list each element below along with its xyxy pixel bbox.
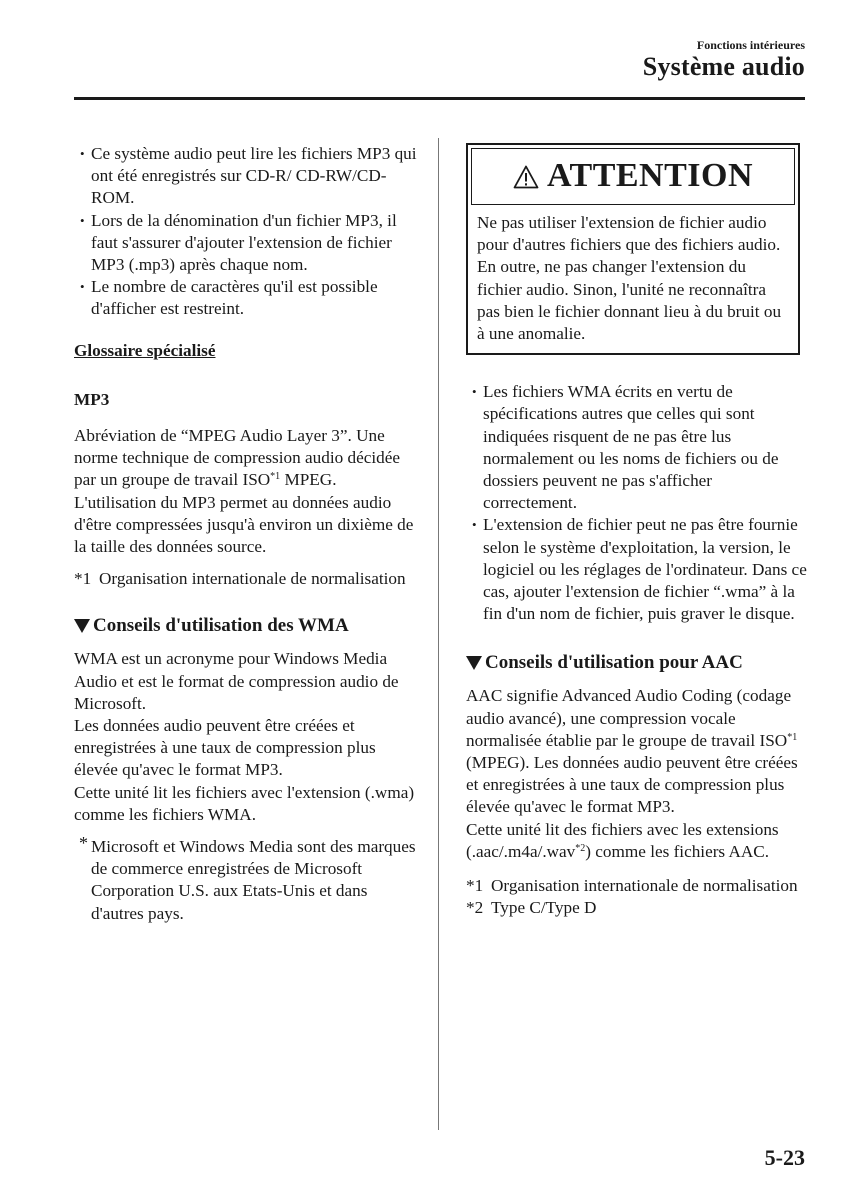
footnote-mark: *1 <box>74 569 92 589</box>
attention-text: Ne pas utiliser l'extension de fichier audio pour d'autres fichiers que des fichiers audio. En outre, ne pas changer l'extension du fichier audio. Sinon, l'unité ne reconnaîtra pas bien le fichier donnant lieu à du bruit ou à une anomalie. <box>477 213 782 344</box>
aac-section-heading <box>466 651 808 675</box>
right-column <box>466 143 808 919</box>
aac-paragraph: Cette unité lit des fichiers avec les extensions (.aac/.m4a/.wav$^{*2}$) comme les fichiers AAC. <box>466 819 779 861</box>
glossary-heading: Glossaire spécialisé <box>74 340 216 360</box>
intro-bullet-list <box>74 143 420 321</box>
list-item: • Lors de la dénomination d'un fichier MP3, il faut s'assurer d'ajouter l'extension de fichier MP3 (.mp3) après chaque nom. <box>74 210 420 277</box>
footnote-ref: *1 <box>787 731 798 743</box>
wma-paragraph: WMA est un acronyme pour Windows Media Audio et est le format de compression audio de Microsoft. <box>74 649 399 713</box>
list-item: • L'extension de fichier peut ne pas être fournie selon le système d'exploitation, la version, le logiciel ou les réglages de l'ordinateur. Dans ce cas, ajouter l'extension de fichier “.wma” à la fin d'un nom de fichier, puis graver le disque. <box>466 514 808 625</box>
warning-icon <box>513 165 539 189</box>
aac-paragraph: AAC signifie Advanced Audio Coding (codage audio avancé), une compression vocale normalisée établie par le groupe de travail ISO$^{*1}$ (MPEG). Les données audio peuvent être créées et enregistrées à une taux de compression plus élevée qu'avec le format MP3. <box>466 686 798 817</box>
attention-header <box>471 148 795 205</box>
left-column <box>74 143 420 925</box>
header-rule <box>74 97 805 100</box>
triangle-down-icon <box>74 619 90 633</box>
trademark-note <box>74 833 420 925</box>
aac-footnote <box>466 875 808 897</box>
mp3-definition: Abréviation de “MPEG Audio Layer 3”. Une norme technique de compression audio décidée par un groupe de travail ISO$^{*1}$ MPEG. L'utilisation du MP3 permet au données audio d'être compressées jusqu'à environ un dixième de la taille des données source. <box>74 426 414 557</box>
wma-heading-text: Conseils d'utilisation des WMA <box>93 615 349 637</box>
wma-paragraph: Cette unité lit les fichiers avec l'extension (.wma) comme les fichiers WMA. <box>74 782 415 824</box>
aac-heading-text: Conseils d'utilisation pour AAC <box>485 652 743 674</box>
page-number: 5-23 <box>764 1145 805 1170</box>
triangle-down-icon <box>466 656 482 670</box>
footnote-text: Organisation internationale de normalisation <box>491 876 798 896</box>
section-label: Fonctions intérieures <box>696 38 805 52</box>
wma-bullet-list <box>466 381 808 625</box>
wma-section-heading <box>74 614 420 638</box>
aac-footnote <box>466 897 808 919</box>
list-item: • Les fichiers WMA écrits en vertu de spécifications autres que celles qui sont indiquées risquent de ne pas être lus normalement ou les noms de fichiers ou de dossiers peuvent ne pas s'afficher correctement. <box>466 381 808 514</box>
list-item: • Le nombre de caractères qu'il est possible d'afficher est restreint. <box>74 276 420 320</box>
mp3-heading: MP3 <box>74 389 110 409</box>
footnote-mark: *1 <box>466 876 484 896</box>
wma-paragraph: Les données audio peuvent être créées et enregistrées à une taux de compression plus élevée qu'avec le format MP3. <box>74 716 376 780</box>
footnote-ref: *1 <box>270 471 281 483</box>
footnote-mark: *2 <box>466 898 484 918</box>
column-divider <box>438 138 439 1130</box>
page-title: Système audio <box>642 52 805 81</box>
list-item: • Ce système audio peut lire les fichiers MP3 qui ont été enregistrés sur CD-R/ CD-RW/CD-ROM. <box>74 143 420 210</box>
attention-box <box>466 143 800 355</box>
footnote-text: Type C/Type D <box>491 898 597 918</box>
asterisk-mark: * <box>79 833 88 854</box>
trademark-text: Microsoft et Windows Media sont des marques de commerce enregistrées de Microsoft Corporation U.S. aux Etats-Unis et dans d'autres pays. <box>91 837 416 923</box>
attention-title: ATTENTION <box>546 157 754 195</box>
footnote-ref: *2 <box>575 842 586 854</box>
footnote-text: Organisation internationale de normalisation <box>99 569 406 589</box>
mp3-footnote <box>74 568 420 590</box>
